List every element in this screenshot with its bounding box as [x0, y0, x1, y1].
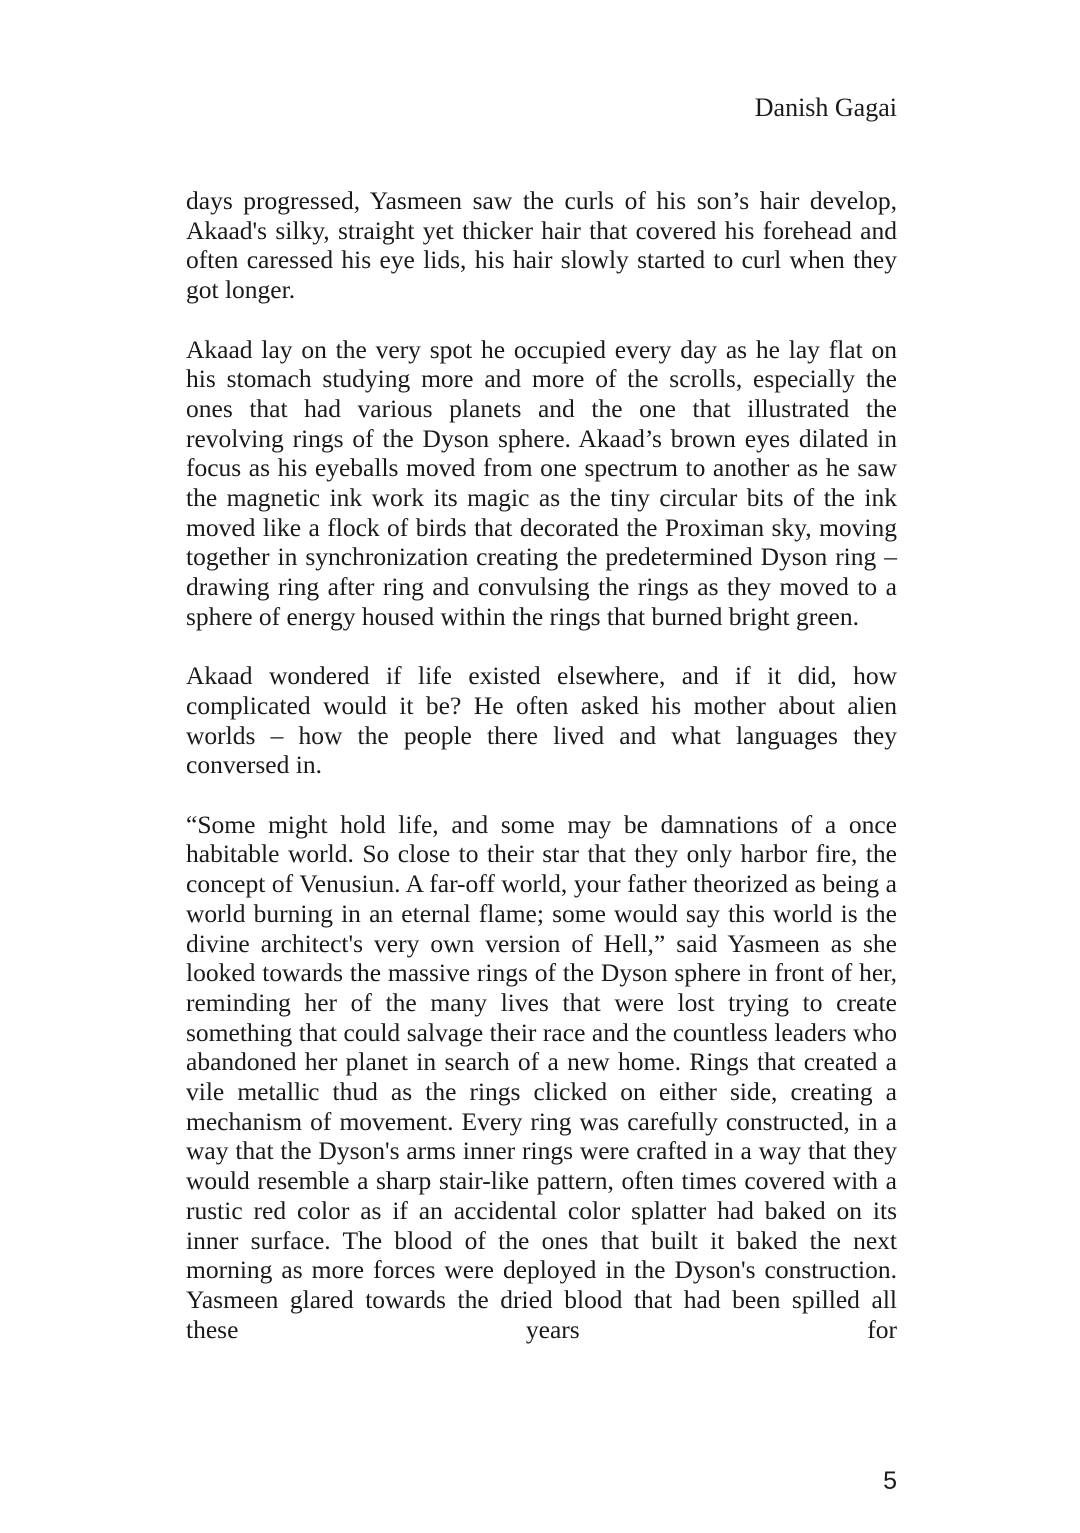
body-text [186, 186, 897, 1344]
page-number: 5 [883, 1467, 897, 1495]
paragraph-3: Akaad wondered if life existed elsewhere, and if it did, how complicated would it be? He often asked his mother about alien worlds – how the people there lived and what languages they conversed in. [186, 661, 897, 780]
paragraph-4: “Some might hold life, and some may be damnations of a once habitable world. So close to their star that they only harbor fire, the concept of Venusiun. A far-off world, your father theorized as being a world burning in an eternal flame; some would say this world is the divine architect's very own version of Hell,” said Yasmeen as she looked towards the massive rings of the Dyson sphere in front of her, reminding her of the many lives that were lost trying to create something that could salvage their race and the countless leaders who abandoned her planet in search of a new home. Rings that created a vile metallic thud as the rings clicked on either side, creating a mechanism of movement. Every ring was carefully constructed, in a way that the Dyson's arms inner rings were crafted in a way that they would resemble a sharp stair-like pattern, often times covered with a rustic red color as if an accidental color splatter had baked on its inner surface. The blood of the ones that built it baked the next morning as more forces were deployed in the Dyson's construction. Yasmeen glared towards the dried blood that had been spilled all these years for [186, 809, 897, 1344]
paragraph-1: days progressed, Yasmeen saw the curls of his son’s hair develop, Akaad's silky, straight yet thicker hair that covered his forehead and often caressed his eye lids, his hair slowly started to curl when they got longer. [186, 186, 897, 305]
paragraph-2: Akaad lay on the very spot he occupied every day as he lay flat on his stomach studying more and more of the scrolls, especially the ones that had various planets and the one that illustrated the revolving rings of the Dyson sphere. Akaad’s brown eyes dilated in focus as his eyeballs moved from one spectrum to another as he saw the magnetic ink work its magic as the tiny circular bits of the ink moved like a flock of birds that decorated the Proximan sky, moving together in synchronization creating the predetermined Dyson ring – drawing ring after ring and convulsing the rings as they moved to a sphere of energy housed within the rings that burned bright green. [186, 334, 897, 631]
running-head-author: Danish Gagai [754, 93, 897, 122]
